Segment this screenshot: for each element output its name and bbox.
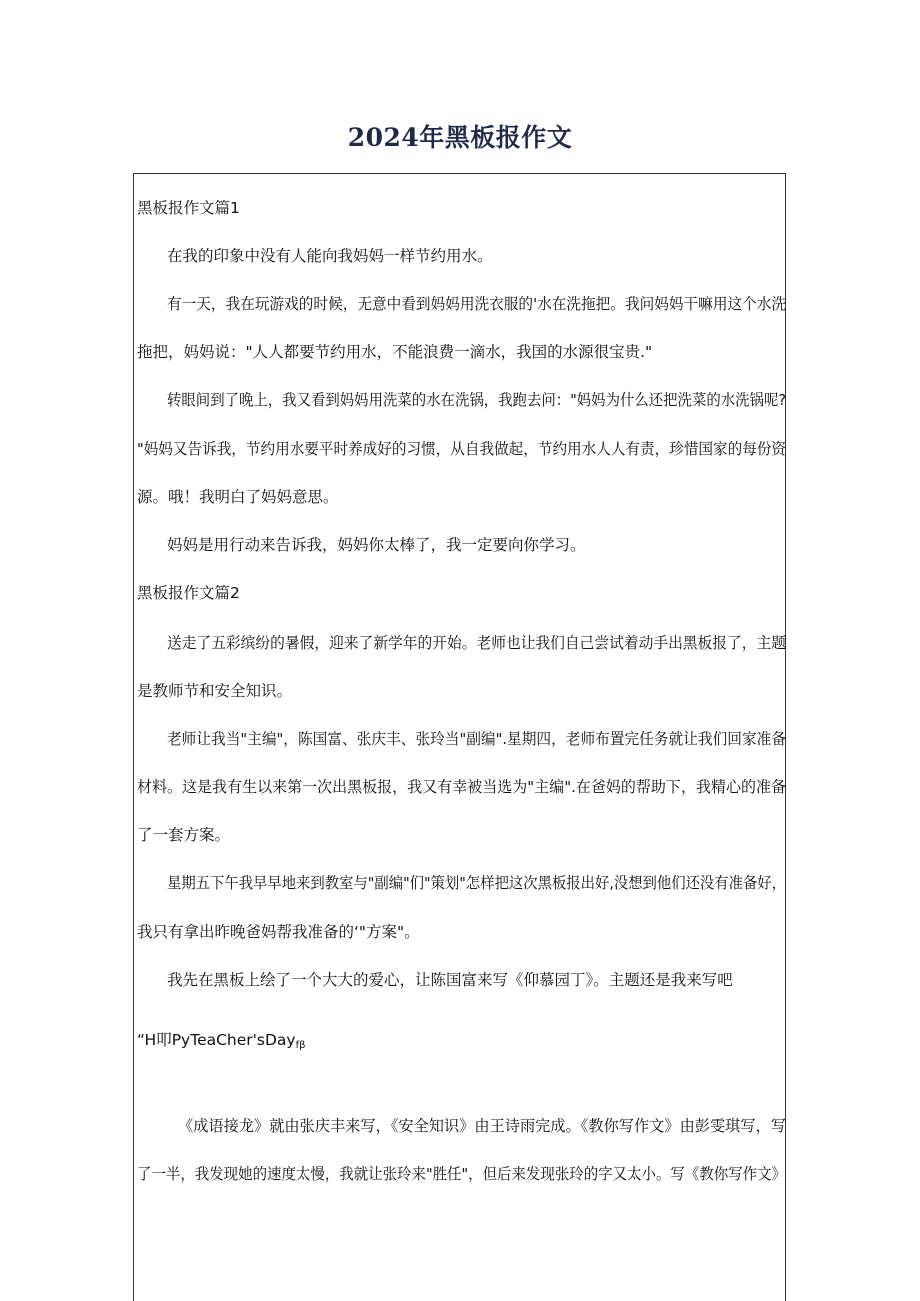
paragraph-line: "妈妈又告诉我，节约用水要平时养成好的习惯，从自我做起，节约用水人人有责，珍惜国家的每份资 bbox=[137, 440, 787, 458]
english-text: “H叩PyTeaCher'sDay bbox=[137, 1031, 296, 1049]
paragraph-line: 送走了五彩缤纷的暑假，迎来了新学年的开始。老师也让我们自己尝试着动手出黑板报了，主题 bbox=[167, 634, 786, 652]
ocr-mark: β bbox=[299, 1040, 306, 1051]
paragraph-line: 材料。这是我有生以来第一次出黑板报，我又有幸被当选为"主编".在爸妈的帮助下，我精心的准备 bbox=[137, 778, 787, 796]
paragraph-line: 我只有拿出昨晚爸妈帮我准备的‘"方案"。 bbox=[137, 923, 420, 941]
paragraph-line: 是教师节和安全知识。 bbox=[137, 682, 293, 700]
paragraph-line: 我先在黑板上绘了一个大大的爱心，让陈国富来写《仰慕园丁》。主题还是我来写吧 bbox=[167, 971, 733, 989]
paragraph-line: 老师让我当"主编"，陈国富、张庆丰、张玲当"副编".星期四，老师布置完任务就让我们回家准备 bbox=[167, 730, 787, 748]
section-heading: 黑板报作文篇2 bbox=[137, 584, 240, 602]
document-title: 2024年黑板报作文 bbox=[347, 123, 573, 152]
paragraph-line: 了一半，我发现她的速度太慢，我就让张玲来"胜任"，但后来发现张玲的字又太小。写《教你写作文》 bbox=[137, 1165, 786, 1183]
paragraph-line: 有一天，我在玩游戏的时候，无意中看到妈妈用洗衣服的'水在洗拖把。我问妈妈干嘛用这个水洗 bbox=[167, 295, 787, 313]
paragraph-line: 转眼间到了晚上，我又看到妈妈用洗菜的水在洗锅，我跑去问："妈妈为什么还把洗菜的水洗锅呢? bbox=[167, 391, 786, 409]
paragraph-line: 星期五下午我早早地来到教室与"副编"们"策划"怎样把这次黑板报出好,没想到他们还没有准备好， bbox=[167, 874, 786, 892]
paragraph-line-english bbox=[137, 1030, 306, 1056]
section-heading: 黑板报作文篇1 bbox=[137, 199, 240, 217]
paragraph-line: 妈妈是用行动来告诉我，妈妈你太棒了，我一定要向你学习。 bbox=[167, 536, 586, 554]
ocr-mark: f bbox=[295, 1040, 300, 1051]
paragraph-line: 拖把，妈妈说："人人都要节约用水，不能浪费一滴水，我国的水源很宝贵." bbox=[137, 343, 653, 361]
paragraph-line: 《成语接龙》就由张庆丰来写，《安全知识》由王诗雨完成。《教你写作文》由彭雯琪写，写 bbox=[178, 1117, 786, 1135]
paragraph-line: 源。哦！我明白了妈妈意思。 bbox=[137, 488, 339, 506]
paragraph-line: 在我的印象中没有人能向我妈妈一样节约用水。 bbox=[167, 247, 493, 265]
paragraph-line: 了一套方案。 bbox=[137, 826, 231, 844]
